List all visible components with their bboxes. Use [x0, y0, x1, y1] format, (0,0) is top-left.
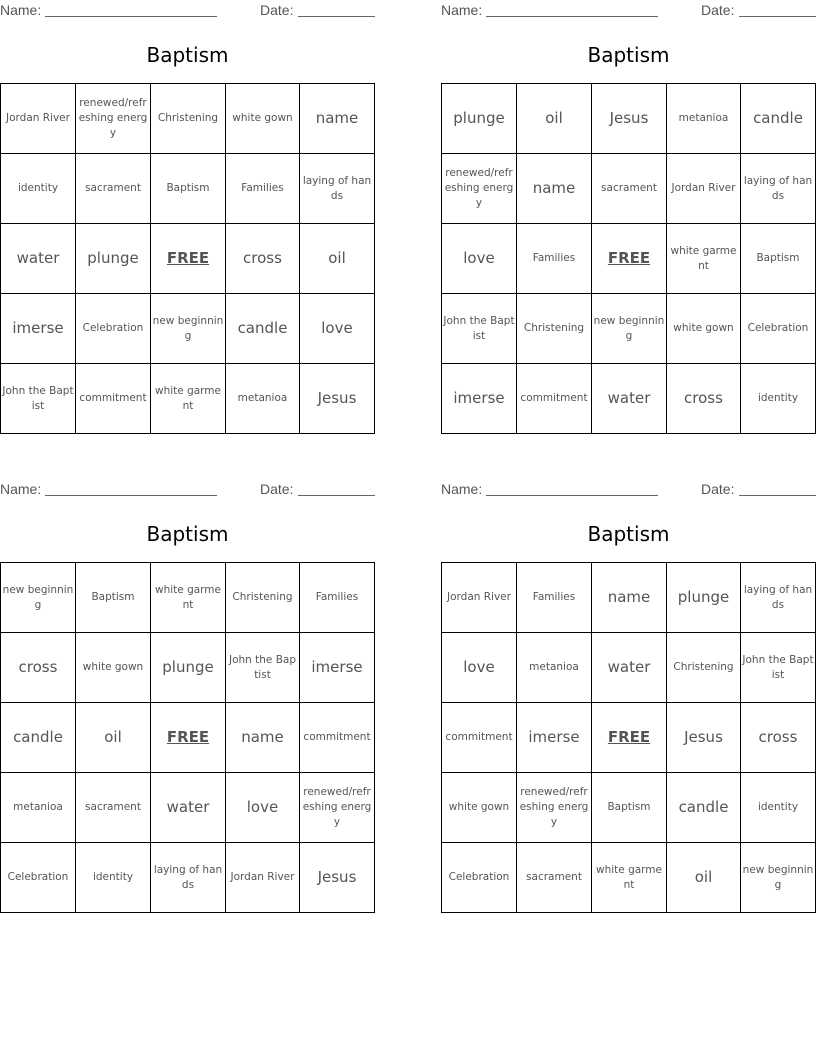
bingo-cell-text: laying of hands	[153, 863, 223, 891]
bingo-cell-text: name	[532, 179, 576, 197]
bingo-cell-text: candle	[678, 798, 729, 816]
bingo-cell-text: FREE	[607, 249, 651, 267]
card-header	[441, 481, 816, 499]
name-label: Name:	[0, 481, 42, 497]
bingo-cell[interactable]	[667, 843, 741, 913]
free-space[interactable]	[592, 224, 667, 294]
bingo-cell[interactable]	[300, 224, 375, 294]
card-title: Baptism	[587, 522, 670, 546]
bingo-cell-text: commitment	[79, 392, 147, 405]
bingo-cell[interactable]	[300, 364, 375, 434]
bingo-cell-text: Baptism	[607, 801, 651, 814]
bingo-cell[interactable]	[300, 563, 375, 633]
bingo-cell[interactable]	[517, 294, 592, 364]
bingo-cell-text: laying of hands	[302, 174, 372, 202]
bingo-cell-text: water	[16, 249, 60, 267]
bingo-cell[interactable]	[592, 773, 667, 843]
bingo-cell[interactable]	[667, 364, 741, 434]
bingo-cell-text: love	[246, 798, 279, 816]
bingo-cell-text: white garment	[670, 244, 737, 272]
bingo-cell[interactable]	[667, 563, 741, 633]
bingo-cell-text: name	[607, 588, 651, 606]
bingo-cell[interactable]	[151, 364, 226, 434]
bingo-cell-text: John the Baptist	[742, 653, 814, 681]
bingo-cell-text: white garment	[155, 583, 221, 611]
bingo-cell[interactable]	[226, 563, 300, 633]
bingo-cell-text: Jordan River	[447, 591, 511, 604]
bingo-cell[interactable]	[76, 703, 151, 773]
bingo-cell[interactable]	[517, 843, 592, 913]
bingo-cell[interactable]	[517, 224, 592, 294]
bingo-cell[interactable]	[151, 154, 226, 224]
bingo-cell[interactable]	[667, 773, 741, 843]
bingo-cell[interactable]	[151, 773, 226, 843]
bingo-cell-text: Celebration	[82, 322, 144, 335]
bingo-cell-text: commitment	[520, 392, 588, 405]
name-label: Name:	[441, 2, 483, 18]
bingo-cell[interactable]	[1, 154, 76, 224]
bingo-cell-text: sacrament	[85, 801, 141, 814]
bingo-cell[interactable]	[76, 84, 151, 154]
bingo-cell[interactable]	[741, 843, 816, 913]
bingo-cell[interactable]	[741, 224, 816, 294]
bingo-cell[interactable]	[76, 563, 151, 633]
bingo-cell[interactable]	[741, 703, 816, 773]
card-header	[441, 2, 816, 20]
bingo-cell-text: cross	[684, 389, 723, 407]
bingo-cell-text: plunge	[677, 588, 730, 606]
free-space[interactable]	[151, 224, 226, 294]
bingo-cell-text: renewed/refreshing energy	[519, 786, 589, 828]
bingo-cell[interactable]	[226, 224, 300, 294]
bingo-grid	[0, 562, 375, 913]
bingo-cell[interactable]	[442, 154, 517, 224]
bingo-cell-text: white garment	[155, 384, 221, 412]
bingo-cell-text: white gown	[82, 661, 144, 674]
bingo-cell-text: imerse	[528, 728, 580, 746]
bingo-cell-text: Celebration	[448, 871, 510, 884]
date-field-line[interactable]	[298, 495, 375, 496]
bingo-cell[interactable]	[1, 364, 76, 434]
bingo-cell-text: candle	[237, 319, 288, 337]
bingo-cell[interactable]	[151, 84, 226, 154]
bingo-cell-text: Jesus	[317, 868, 357, 886]
bingo-cell[interactable]	[667, 154, 741, 224]
bingo-cell[interactable]	[442, 224, 517, 294]
bingo-cell-text: identity	[757, 392, 799, 405]
bingo-cell-text: water	[607, 658, 651, 676]
bingo-cell-text: sacrament	[601, 182, 657, 195]
bingo-cell[interactable]	[592, 843, 667, 913]
bingo-grid	[441, 83, 816, 434]
bingo-cell-text: commitment	[445, 731, 513, 744]
bingo-cell[interactable]	[226, 633, 300, 703]
card-title: Baptism	[146, 43, 229, 67]
card-header	[0, 2, 375, 20]
bingo-cell-text: FREE	[607, 728, 651, 746]
bingo-cell[interactable]	[1, 843, 76, 913]
bingo-cell-text: oil	[104, 728, 122, 746]
bingo-cell[interactable]	[226, 703, 300, 773]
bingo-cell[interactable]	[1, 294, 76, 364]
bingo-cell[interactable]	[667, 633, 741, 703]
bingo-cell-text: name	[241, 728, 284, 746]
bingo-cell-text: identity	[757, 801, 799, 814]
bingo-cell-text: Jordan River	[671, 182, 736, 195]
name-field-line[interactable]	[45, 16, 217, 17]
free-space[interactable]	[151, 703, 226, 773]
bingo-cell[interactable]	[76, 224, 151, 294]
bingo-cell-text: white gown	[232, 112, 293, 125]
bingo-cell-text: cross	[758, 728, 798, 746]
bingo-cell-text: FREE	[166, 249, 210, 267]
bingo-cell-text: love	[463, 249, 495, 267]
bingo-cell-text: Celebration	[747, 322, 809, 335]
bingo-cell-text: John the Baptist	[228, 653, 297, 681]
bingo-cell-text: water	[607, 389, 651, 407]
bingo-cell-text: new beginning	[152, 314, 224, 342]
bingo-cell-text: plunge	[453, 109, 505, 127]
bingo-cell-text: name	[315, 109, 359, 127]
bingo-cell[interactable]	[151, 563, 226, 633]
bingo-cell[interactable]	[300, 703, 375, 773]
bingo-cell-text: love	[321, 319, 353, 337]
date-field-line[interactable]	[739, 16, 816, 17]
bingo-cell-text: Families	[532, 252, 576, 265]
bingo-cell[interactable]	[517, 633, 592, 703]
bingo-cell[interactable]	[442, 773, 517, 843]
bingo-cell-text: renewed/refreshing energy	[302, 786, 372, 828]
bingo-cell-text: Families	[315, 591, 359, 604]
bingo-cell[interactable]	[741, 773, 816, 843]
bingo-cell-text: white gown	[673, 322, 734, 335]
bingo-cell-text: laying of hands	[743, 583, 813, 611]
bingo-cell[interactable]	[517, 84, 592, 154]
date-field-line[interactable]	[298, 16, 375, 17]
card-title: Baptism	[146, 522, 229, 546]
bingo-cell-text: Families	[241, 182, 284, 195]
name-label: Name:	[441, 481, 483, 497]
card-title: Baptism	[587, 43, 670, 67]
bingo-cell-text: renewed/refreshing energy	[78, 97, 148, 139]
bingo-cell-text: new beginning	[593, 314, 665, 342]
bingo-cell[interactable]	[300, 294, 375, 364]
bingo-cell[interactable]	[1, 84, 76, 154]
bingo-cell[interactable]	[442, 703, 517, 773]
date-label: Date:	[701, 2, 735, 18]
bingo-cell[interactable]	[442, 364, 517, 434]
bingo-cell[interactable]	[741, 633, 816, 703]
bingo-cell-text: imerse	[12, 319, 64, 337]
bingo-cell[interactable]	[517, 364, 592, 434]
name-field-line[interactable]	[45, 495, 217, 496]
bingo-cell-text: love	[463, 658, 495, 676]
bingo-cell-text: Jesus	[684, 728, 723, 746]
bingo-cell[interactable]	[151, 294, 226, 364]
bingo-cell-text: laying of hands	[743, 174, 813, 202]
bingo-cell-text: plunge	[162, 658, 214, 676]
bingo-cell-text: white gown	[448, 801, 510, 814]
bingo-cell[interactable]	[667, 224, 741, 294]
bingo-cell-text: candle	[753, 109, 803, 127]
bingo-cell[interactable]	[592, 563, 667, 633]
bingo-cell[interactable]	[226, 154, 300, 224]
bingo-cell[interactable]	[741, 294, 816, 364]
bingo-cell-text: renewed/refreshing energy	[444, 167, 514, 209]
bingo-cell[interactable]	[517, 773, 592, 843]
bingo-cell[interactable]	[226, 364, 300, 434]
bingo-cell[interactable]	[741, 84, 816, 154]
bingo-cell[interactable]	[741, 364, 816, 434]
bingo-grid	[441, 562, 816, 913]
bingo-cell[interactable]	[1, 633, 76, 703]
bingo-cell-text: identity	[92, 871, 134, 884]
bingo-cell-text: Baptism	[166, 182, 210, 195]
bingo-grid	[0, 83, 375, 434]
bingo-cell[interactable]	[592, 154, 667, 224]
bingo-cell[interactable]	[592, 364, 667, 434]
bingo-cell[interactable]	[76, 773, 151, 843]
bingo-cell-text: commitment	[303, 731, 371, 744]
bingo-cell[interactable]	[442, 633, 517, 703]
bingo-cell[interactable]	[151, 843, 226, 913]
card-header	[0, 481, 375, 499]
name-field-line[interactable]	[486, 495, 658, 496]
bingo-cell[interactable]	[1, 773, 76, 843]
bingo-cell[interactable]	[76, 154, 151, 224]
bingo-cell[interactable]	[300, 154, 375, 224]
bingo-cell-text: oil	[328, 249, 346, 267]
bingo-cell-text: Jesus	[317, 389, 357, 407]
bingo-cell-text: metanioa	[13, 801, 63, 814]
bingo-cell-text: oil	[545, 109, 563, 127]
bingo-cell-text: Baptism	[756, 252, 800, 265]
bingo-cell[interactable]	[300, 633, 375, 703]
name-field-line[interactable]	[486, 16, 658, 17]
bingo-cell-text: FREE	[166, 728, 210, 746]
bingo-cell[interactable]	[442, 843, 517, 913]
bingo-cell-text: white garment	[596, 863, 662, 891]
bingo-cell-text: metanioa	[678, 112, 729, 125]
bingo-cell[interactable]	[741, 563, 816, 633]
bingo-cell-text: metanioa	[529, 661, 579, 674]
bingo-cell-text: imerse	[453, 389, 505, 407]
bingo-cell-text: John the Baptist	[443, 314, 515, 342]
bingo-cell[interactable]	[442, 563, 517, 633]
bingo-cell[interactable]	[1, 563, 76, 633]
bingo-cell[interactable]	[517, 154, 592, 224]
bingo-cell-text: Jesus	[609, 109, 649, 127]
bingo-cell[interactable]	[76, 364, 151, 434]
bingo-cell-text: cross	[243, 249, 282, 267]
date-field-line[interactable]	[739, 495, 816, 496]
date-label: Date:	[701, 481, 735, 497]
bingo-cell[interactable]	[517, 703, 592, 773]
bingo-cell-text: oil	[694, 868, 713, 886]
bingo-cell-text: Baptism	[91, 591, 135, 604]
bingo-cell-text: Celebration	[7, 871, 69, 884]
date-label: Date:	[260, 2, 294, 18]
bingo-cell[interactable]	[1, 703, 76, 773]
bingo-cell-text: Christening	[232, 591, 293, 604]
bingo-cell[interactable]	[76, 294, 151, 364]
bingo-cell-text: plunge	[87, 249, 139, 267]
bingo-cell[interactable]	[442, 84, 517, 154]
bingo-cell[interactable]	[442, 294, 517, 364]
bingo-cell-text: Families	[532, 591, 576, 604]
bingo-cell[interactable]	[76, 633, 151, 703]
bingo-cell[interactable]	[592, 84, 667, 154]
bingo-cell-text: sacrament	[526, 871, 582, 884]
bingo-cell[interactable]	[592, 633, 667, 703]
bingo-cell[interactable]	[226, 84, 300, 154]
bingo-cell-text: sacrament	[85, 182, 141, 195]
bingo-cell[interactable]	[300, 773, 375, 843]
bingo-cell[interactable]	[667, 703, 741, 773]
bingo-cell-text: new beginning	[742, 863, 814, 891]
bingo-cell-text: Jordan River	[6, 112, 70, 125]
bingo-cell[interactable]	[76, 843, 151, 913]
bingo-cell-text: cross	[18, 658, 58, 676]
bingo-cell[interactable]	[226, 294, 300, 364]
date-label: Date:	[260, 481, 294, 497]
bingo-cell[interactable]	[300, 843, 375, 913]
bingo-cell[interactable]	[300, 84, 375, 154]
bingo-cell[interactable]	[592, 294, 667, 364]
bingo-cell-text: Christening	[523, 322, 585, 335]
bingo-cell[interactable]	[517, 563, 592, 633]
bingo-cell-text: metanioa	[237, 392, 288, 405]
bingo-cell-text: imerse	[311, 658, 363, 676]
bingo-cell[interactable]	[741, 154, 816, 224]
bingo-cell[interactable]	[151, 633, 226, 703]
bingo-cell[interactable]	[667, 294, 741, 364]
bingo-cell[interactable]	[226, 843, 300, 913]
bingo-cell-text: candle	[13, 728, 63, 746]
free-space[interactable]	[592, 703, 667, 773]
bingo-cell-text: new beginning	[2, 583, 74, 611]
bingo-cell-text: John the Baptist	[2, 384, 74, 412]
bingo-cell-text: water	[166, 798, 210, 816]
bingo-cell[interactable]	[1, 224, 76, 294]
bingo-cell[interactable]	[667, 84, 741, 154]
bingo-cell-text: Jordan River	[230, 871, 295, 884]
bingo-cell-text: Christening	[673, 661, 734, 674]
name-label: Name:	[0, 2, 42, 18]
bingo-cell-text: Christening	[157, 112, 219, 125]
bingo-cell[interactable]	[226, 773, 300, 843]
bingo-cell-text: identity	[17, 182, 59, 195]
